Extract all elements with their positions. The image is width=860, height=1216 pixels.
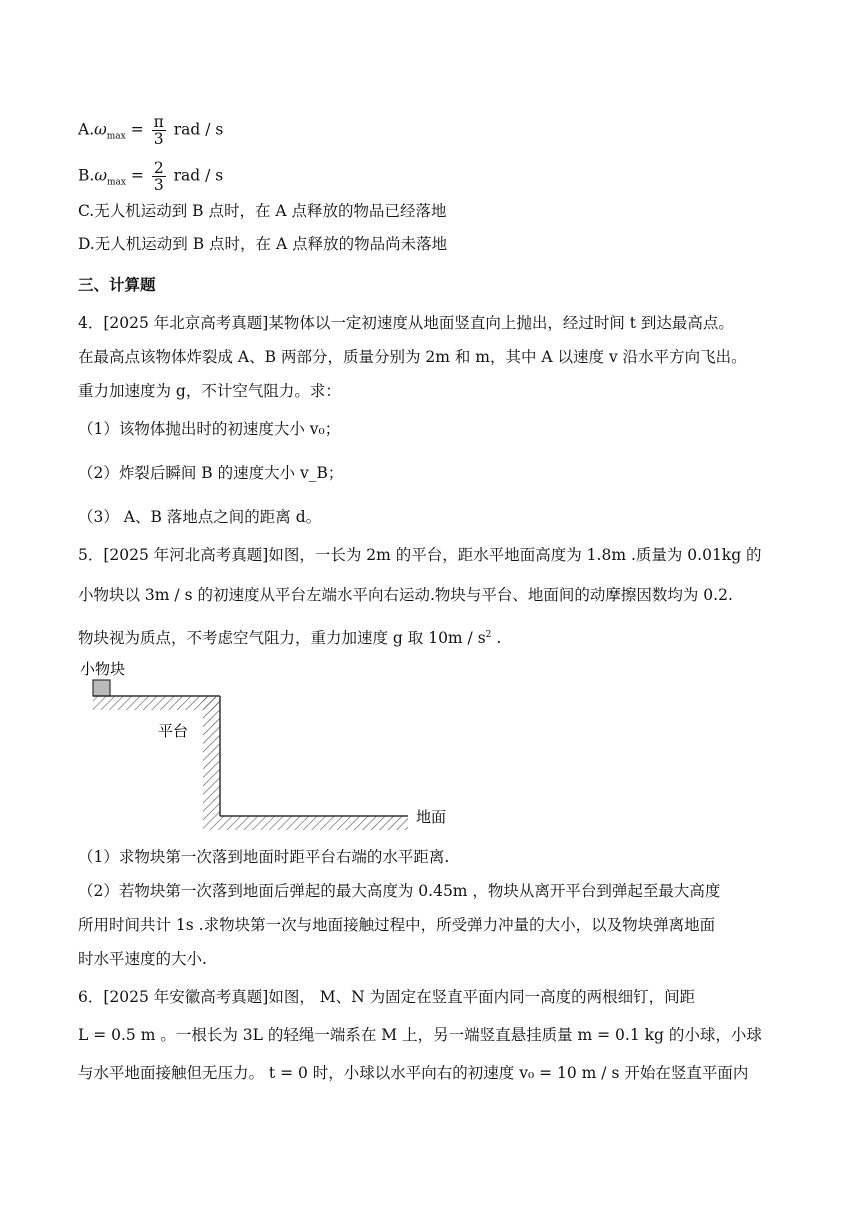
- q4-line-1: 4．[2025 年北京高考真题]某物体以一定初速度从地面竖直向上抛出，经过时间 t 到达最高点。: [78, 314, 734, 332]
- unit-label: rad / s: [173, 166, 224, 185]
- platform-label: 平台: [158, 722, 189, 740]
- wall-hatch: [203, 696, 220, 816]
- fraction-denominator: 3: [153, 130, 164, 148]
- fraction-numerator: π: [153, 113, 164, 131]
- ground-label: 地面: [416, 808, 447, 826]
- q6-line-1: 6．[2025 年安徽高考真题]如图， M、N 为固定在竖直平面内同一高度的两根细钉，间距: [78, 988, 696, 1006]
- option-b-prefix: B.: [78, 166, 95, 185]
- q6-line-3: 与水平地面接触但无压力。 t = 0 时，小球以水平向右的初速度 v₀ = 10 m / s 开始在竖直平面内: [78, 1064, 749, 1082]
- option-a: [78, 114, 223, 148]
- omega-subscript: max: [106, 131, 126, 142]
- q5-line-2: 小物块以 3m / s 的初速度从平台左端水平向右运动.物块与平台、地面间的动摩擦因数均为 0.2.: [78, 586, 733, 604]
- q5-part-2b: 所用时间共计 1s .求物块第一次与地面接触过程中，所受弹力冲量的大小，以及物块弹离地面: [78, 916, 716, 934]
- platform-hatch: [93, 696, 220, 710]
- section-title: 三、计算题: [78, 276, 156, 294]
- option-c: C.无人机运动到 B 点时，在 A 点释放的物品已经落地: [78, 202, 447, 220]
- q4-part-2: （2）炸裂后瞬间 B 的速度大小 v_B；: [78, 464, 344, 482]
- q5-part-2a: （2）若物块第一次落到地面后弹起的最大高度为 0.45m ，物块从离开平台到弹起至最大高度: [78, 882, 721, 900]
- omega-symbol: ω: [94, 166, 107, 185]
- fraction-b: [152, 160, 166, 193]
- platform-figure: [78, 656, 478, 836]
- omega-symbol: ω: [94, 120, 107, 139]
- option-d: D.无人机运动到 B 点时，在 A 点释放的物品尚未落地: [78, 235, 448, 253]
- equals-sign: =: [130, 120, 144, 139]
- fraction-a: [152, 114, 166, 147]
- q4-part-1: （1）该物体抛出时的初速度大小 v₀；: [78, 420, 341, 438]
- option-a-prefix: A.: [78, 120, 95, 139]
- omega-subscript: max: [106, 177, 126, 188]
- q4-part-3: （3） A、B 落地点之间的距离 d。: [78, 508, 322, 526]
- ground-hatch: [203, 816, 408, 830]
- q4-line-2: 在最高点该物体炸裂成 A、B 两部分，质量分别为 2m 和 m，其中 A 以速度 v 沿水平方向飞出。: [78, 348, 747, 366]
- q5-line-3: [78, 624, 501, 649]
- equals-sign: =: [130, 166, 144, 185]
- unit-label: rad / s: [173, 120, 224, 139]
- q5-line-1: 5．[2025 年河北高考真题]如图，一长为 2m 的平台，距水平地面高度为 1.8m .质量为 0.01kg 的: [78, 546, 762, 564]
- q5-line-3-end: .: [491, 629, 502, 648]
- exponent: 2: [485, 630, 492, 640]
- block-shape: [93, 680, 110, 696]
- q5-line-3-text: 物块视为质点，不考虑空气阻力，重力加速度 g 取 10m / s: [78, 629, 486, 648]
- fraction-denominator: 3: [153, 176, 164, 194]
- block-label: 小物块: [80, 660, 126, 678]
- q4-line-3: 重力加速度为 g，不计空气阻力。求：: [78, 382, 341, 400]
- q5-part-1: （1）求物块第一次落到地面时距平台右端的水平距离.: [78, 848, 450, 866]
- option-b: [78, 160, 223, 194]
- q5-part-2c: 时水平速度的大小.: [78, 950, 207, 968]
- fraction-numerator: 2: [153, 159, 164, 177]
- q6-line-2: L = 0.5 m 。一根长为 3L 的轻绳一端系在 M 上，另一端竖直悬挂质量 m = 0.1 kg 的小球，小球: [78, 1026, 762, 1044]
